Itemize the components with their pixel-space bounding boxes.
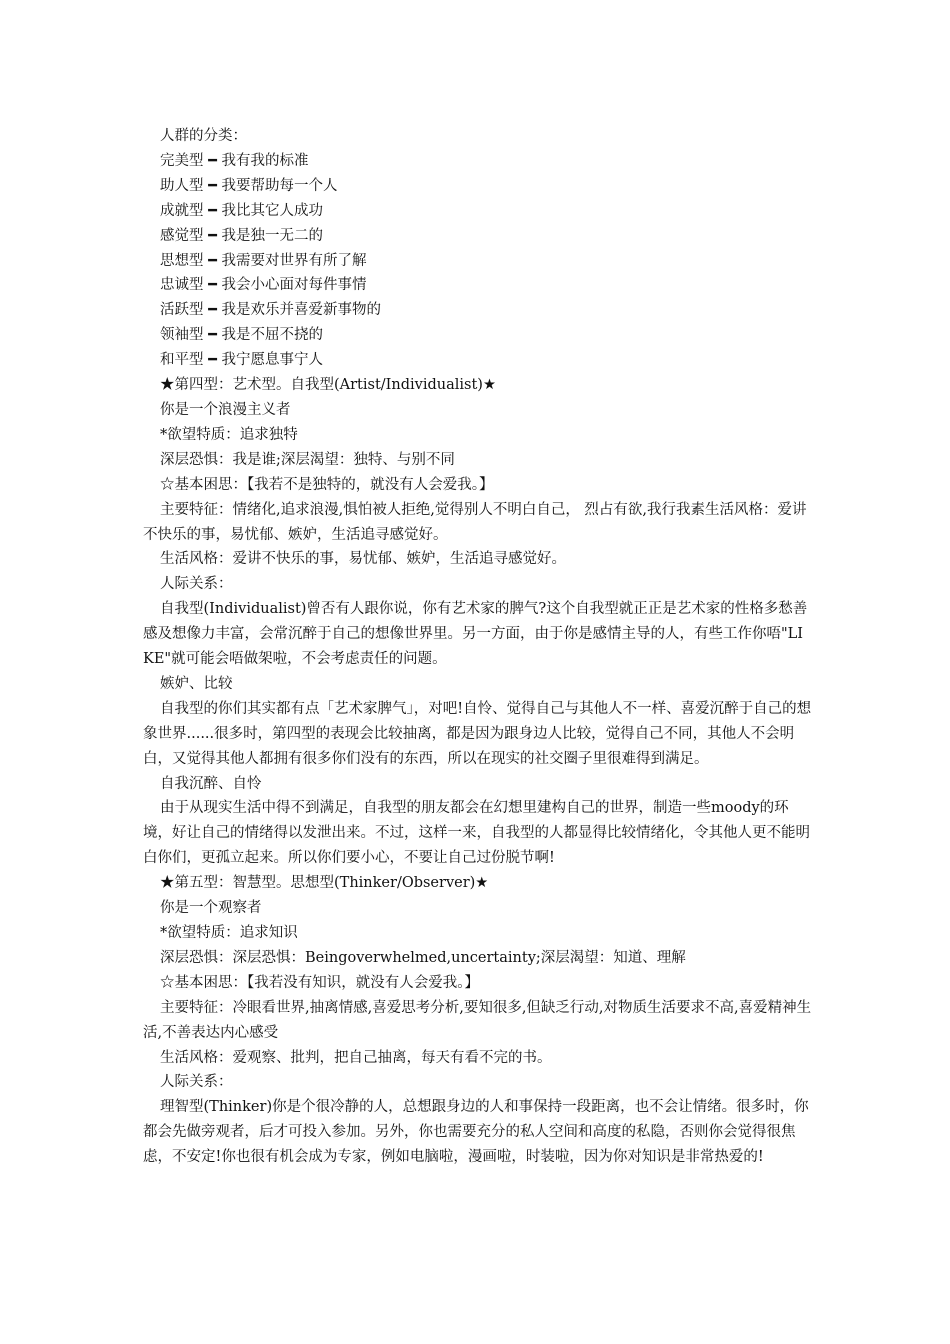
type4-selfpity-heading: 自我沉醉、自怜 — [160, 775, 262, 792]
type4-relationships-heading: 人际关系： — [160, 576, 233, 593]
type-line-leader: 领袖型 ━ 我是不屈不挠的 — [160, 327, 323, 344]
type4-relationships-paragraph: 自我型(Individualist)曾否有人跟你说，你有艺术家的脾气?这个自我型就正正是艺术家的性格多愁善感及想像力丰富，会常沉醉于自己的想像世界里。另一方面，由于你是感情主导的人，有些工作你唔"LIKE"就可能会唔做架啦，不会考虑责任的问题。 — [143, 601, 808, 668]
type4-envy-paragraph: 自我型的你们其实都有点「艺术家脾气」，对吧!自怜、觉得自己与其他人不一样、喜爱沉醉于自己的想象世界......很多时，第四型的表现会比较抽离，都是因为跟身边人比较，觉得自己不同，其他人不会明白，又觉得其他人都拥有很多你们没有的东西，所以在现实的社交圈子里很难得到满足。 — [143, 700, 812, 767]
type4-desire: *欲望特质：追求独特 — [160, 426, 298, 443]
document-body — [143, 124, 813, 1170]
type5-main-traits: 主要特征：冷眼看世界,抽离情感,喜爱思考分析,要知很多,但缺乏行动,对物质生活要求不高,喜爱精神生活,不善表达内心感受 — [143, 999, 812, 1041]
type-line-peacemaker: 和平型 ━ 我宁愿息事宁人 — [160, 352, 323, 369]
type-line-enthusiast: 活跃型 ━ 我是欢乐并喜爱新事物的 — [160, 302, 381, 319]
type4-lifestyle: 生活风格：爱讲不快乐的事，易忧郁、嫉妒，生活追寻感觉好。 — [160, 551, 566, 568]
type-line-helper: 助人型 ━ 我要帮助每一个人 — [160, 177, 338, 194]
type-line-thinker: 思想型 ━ 我需要对世界有所了解 — [160, 252, 367, 269]
type5-desire: *欲望特质：追求知识 — [160, 925, 298, 941]
type5-lifestyle: 生活风格：爱观察、批判，把自己抽离，每天有看不完的书。 — [160, 1049, 552, 1066]
type-line-achiever: 成就型 ━ 我比其它人成功 — [160, 202, 323, 219]
section-heading-type5: ★第五型：智慧型。思想型(Thinker/Observer)★ — [160, 875, 489, 892]
type4-fear: 深层恐惧：我是谁;深层渴望：独特、与别不同 — [160, 451, 455, 468]
type-line-perfectionist: 完美型 ━ 我有我的标准 — [160, 152, 309, 169]
section-heading-type4: ★第四型：艺术型。自我型(Artist/Individualist)★ — [160, 377, 496, 394]
heading-classification: 人群的分类： — [160, 128, 247, 144]
type-line-individualist: 感觉型 ━ 我是独一无二的 — [160, 227, 323, 244]
type4-envy-heading: 嫉妒、比较 — [160, 675, 233, 692]
type5-basic-dilemma: ☆基本困思：【我若没有知识，就没有人会爱我。】 — [160, 974, 479, 991]
type4-selfpity-paragraph: 由于从现实生活中得不到满足，自我型的朋友都会在幻想里建构自己的世界，制造一些moody的环境，好让自己的情绪得以发泄出来。不过，这样一来，自我型的人都显得比较情绪化，令其他人更不能明白你们，更孤立起来。所以你们要小心，不要让自己过份脱节啊! — [143, 800, 810, 867]
type4-main-traits: 主要特征：情绪化,追求浪漫,惧怕被人拒绝,觉得别人不明白自己， 烈占有欲,我行我素生活风格：爱讲不快乐的事，易忧郁、嫉妒，生活追寻感觉好。 — [143, 501, 807, 543]
type5-tagline: 你是一个观察者 — [160, 900, 262, 917]
type4-basic-dilemma: ☆基本困思：【我若不是独特的，就没有人会爱我。】 — [160, 476, 494, 493]
type5-relationships-heading: 人际关系： — [160, 1074, 233, 1091]
type4-tagline: 你是一个浪漫主义者 — [160, 401, 291, 418]
type-line-loyalist: 忠诚型 ━ 我会小心面对每件事情 — [160, 277, 367, 294]
type5-fear: 深层恐惧：深层恐惧：Beingoverwhelmed,uncertainty;深层渴望：知道、理解 — [160, 949, 686, 966]
type5-relationships-paragraph: 理智型(Thinker)你是个很冷静的人，总想跟身边的人和事保持一段距离，也不会让情绪。很多时，你都会先做旁观者，后才可投入参加。另外，你也需要充分的私人空间和高度的私隐，否则你会觉得很焦虑，不安定!你也很有机会成为专家，例如电脑啦，漫画啦，时装啦，因为你对知识是非常热爱的! — [143, 1099, 809, 1166]
